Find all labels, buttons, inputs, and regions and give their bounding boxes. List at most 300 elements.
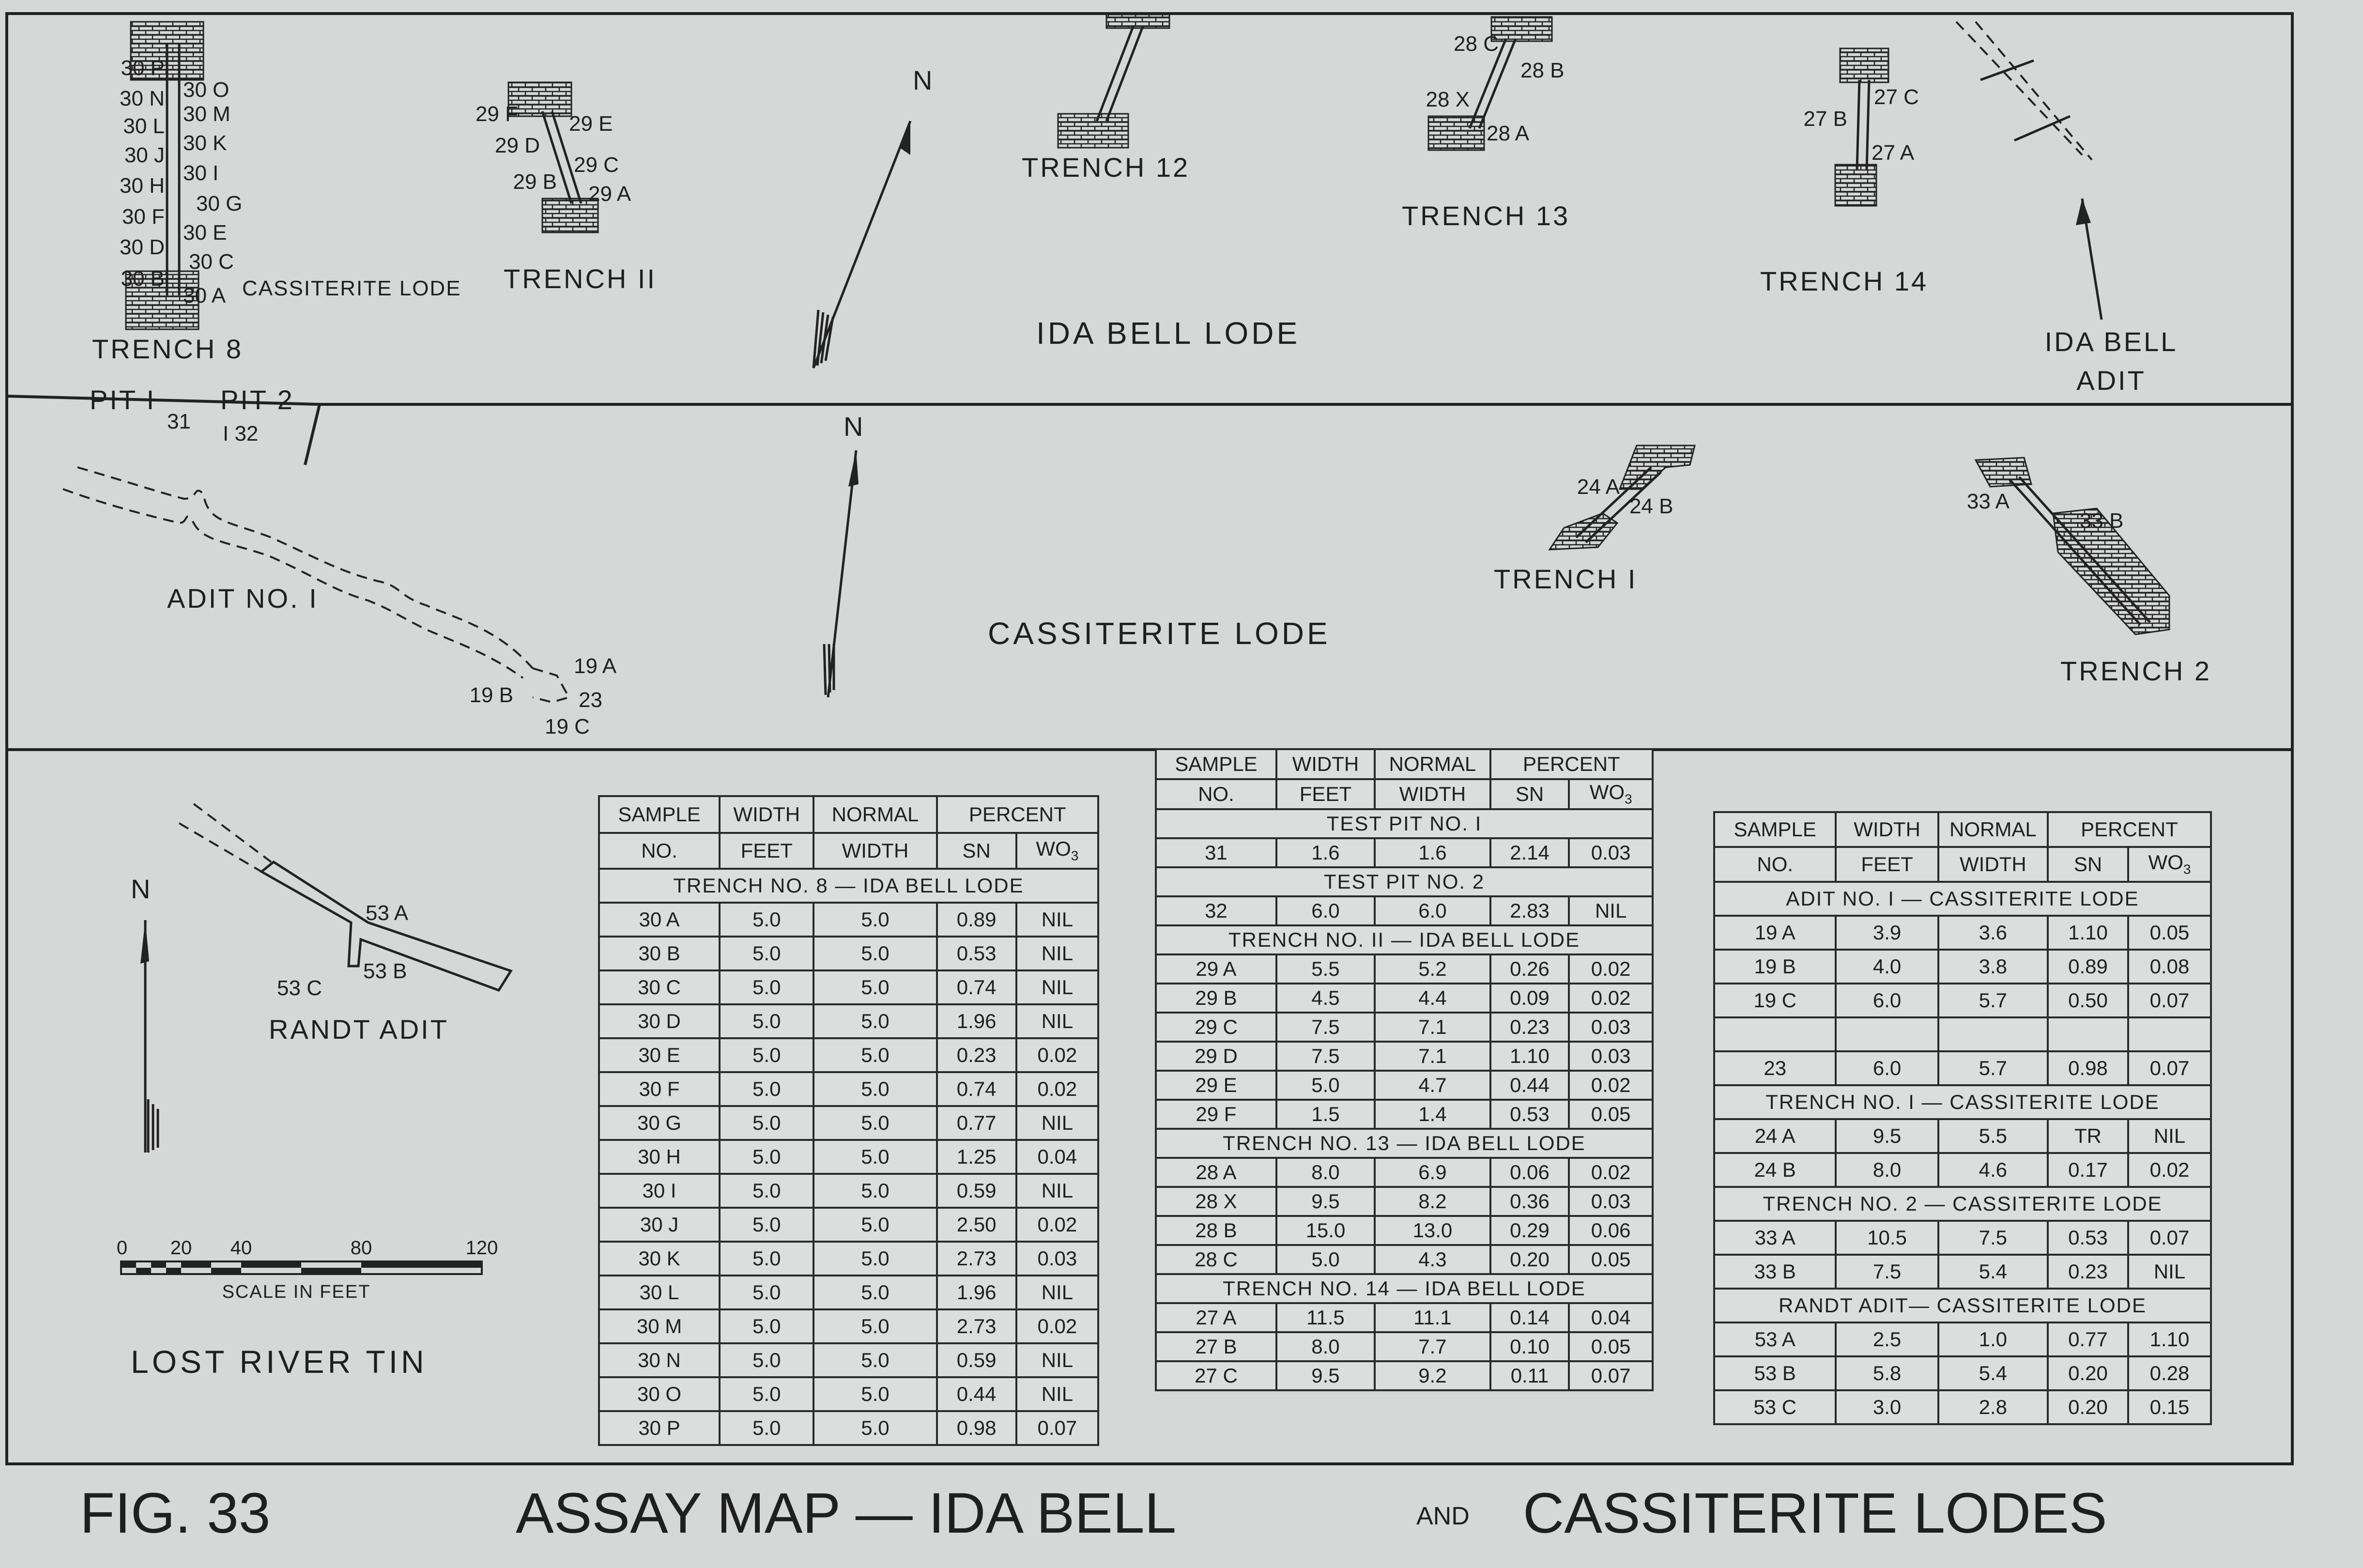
normal-width-cell: 5.0 [813,937,936,970]
sample-no-cell: 30 L [599,1276,720,1309]
header-wo3 [2128,847,2211,882]
width-feet-cell: 5.0 [720,1343,813,1377]
table-row [1156,1158,1653,1187]
sn-percent-cell [2048,1017,2128,1051]
width-feet-cell: 5.0 [1276,1071,1375,1100]
sn-percent-cell: 0.20 [2048,1390,2128,1424]
trench-14 [1760,48,1928,296]
sn-percent-cell: 0.98 [937,1411,1016,1445]
header-percent: PERCENT [1490,749,1653,779]
normal-width-cell: 5.0 [813,970,936,1004]
wo3-percent-cell: 0.02 [2128,1153,2211,1187]
randt-adit-name: RANDT ADIT [269,1014,449,1045]
normal-width-cell: 13.0 [1375,1216,1490,1245]
scale-caption: SCALE IN FEET [222,1282,371,1302]
normal-width-cell: 5.0 [813,1377,936,1411]
trench-1 [1494,446,1695,594]
width-feet-cell: 5.0 [720,1309,813,1343]
section-title: TRENCH NO. I — CASSITERITE LODE [1714,1085,2211,1119]
sample-no-cell: 29 D [1156,1042,1276,1071]
wo3-percent-cell: 0.07 [1569,1361,1653,1390]
width-feet-cell: 6.0 [1276,896,1375,925]
header-normal-width: WIDTH [1375,779,1490,809]
sample-no-cell: 27 A [1156,1303,1276,1332]
sample-no-cell: 53 C [1714,1390,1836,1424]
sample-no-cell: 23 [1714,1051,1836,1085]
scale-tick: 0 [116,1237,128,1259]
trench-11 [476,82,657,294]
normal-width-cell: 11.1 [1375,1303,1490,1332]
wo3-percent-cell: 0.04 [1569,1303,1653,1332]
sample-no-cell: 53 A [1714,1322,1836,1356]
normal-width-cell: 5.0 [813,1343,936,1377]
trench11-label: 29 A [588,182,631,206]
sample-no-cell: 24 A [1714,1119,1836,1153]
header-sn: SN [937,833,1016,869]
trench11-label: 29 B [513,170,557,194]
normal-width-cell: 8.2 [1375,1187,1490,1216]
trench8-label: 30 D [120,235,165,259]
wo3-percent-cell: 0.03 [1569,1042,1653,1071]
header-normal-width: WIDTH [813,833,936,869]
sn-percent-cell: 0.53 [2048,1221,2128,1255]
header-sample: SAMPLE [1156,749,1276,779]
table-row [1156,1187,1653,1216]
width-feet-cell: 4.5 [1276,984,1375,1013]
sample-no-cell: 19 C [1714,984,1836,1017]
trench8-label: 30 L [123,114,165,138]
normal-width-cell: 4.4 [1375,984,1490,1013]
width-feet-cell: 1.6 [1276,838,1375,867]
table-row [599,937,1098,970]
trench-8-name: TRENCH 8 [92,334,244,364]
wo3-percent-cell: NIL [1016,1276,1098,1309]
normal-width-cell: 5.0 [813,1276,936,1309]
section-title: ADIT NO. I — CASSITERITE LODE [1714,882,2211,916]
sn-percent-cell: 0.23 [1490,1013,1569,1042]
header-normal: NORMAL [1375,749,1490,779]
sn-percent-cell: 0.89 [937,903,1016,937]
sample-no-cell: 30 C [599,970,720,1004]
normal-width-cell: 5.0 [813,1038,936,1072]
assay-table-cassiterite [1713,811,2212,1425]
pits [90,384,294,446]
header-normal: NORMAL [813,796,936,833]
width-feet-cell: 7.5 [1276,1042,1375,1071]
trench8-label: 30 J [124,143,165,167]
sn-percent-cell: TR [2048,1119,2128,1153]
width-feet-cell: 5.0 [720,1004,813,1038]
trench-11-name: TRENCH II [504,263,657,294]
sn-percent-cell: 0.20 [2048,1356,2128,1390]
wo3-percent-cell: 0.03 [1016,1242,1098,1276]
wo3-percent-cell: 0.02 [1569,1071,1653,1100]
wo3-percent-cell: 0.02 [1569,984,1653,1013]
sn-percent-cell: 0.10 [1490,1332,1569,1361]
ida-bell-adit-label-1: IDA BELL [2044,326,2178,357]
section-title: TEST PIT NO. I [1156,809,1653,838]
scale-tick: 20 [170,1237,192,1259]
sn-percent-cell: 2.73 [937,1242,1016,1276]
width-feet-cell: 9.5 [1276,1187,1375,1216]
assay-table-test-pits-trenches [1155,748,1654,1391]
title-part-a: ASSAY MAP — IDA BELL [516,1481,1177,1545]
trench13-label: 28 X [1426,88,1470,111]
header-feet: FEET [1276,779,1375,809]
wo-subscript: 3 [1071,848,1079,863]
section-title: TRENCH NO. 14 — IDA BELL LODE [1156,1274,1653,1303]
scale-tick: 120 [465,1237,498,1259]
trench-2 [1967,458,2211,686]
table-row [1156,1245,1653,1274]
table-row [1714,916,2211,950]
table-row [1156,1303,1653,1332]
table-row [599,1242,1098,1276]
header-sn: SN [1490,779,1569,809]
ida-bell-lode-title: IDA BELL LODE [1036,316,1301,351]
normal-width-cell: 5.0 [813,1309,936,1343]
sample-no-cell [1714,1017,1836,1051]
trench8-label: 30 H [120,174,165,198]
wo3-percent-cell: 0.06 [1569,1216,1653,1245]
table-body [1714,882,2211,1424]
sn-percent-cell: 2.83 [1490,896,1569,925]
width-feet-cell: 5.0 [720,1411,813,1445]
north-label: N [844,411,863,442]
table-body [599,869,1098,1445]
table-row [599,1343,1098,1377]
sample-no-cell: 19 A [1714,916,1836,950]
section-title: TRENCH NO. 13 — IDA BELL LODE [1156,1129,1653,1158]
sn-percent-cell: 0.53 [1490,1100,1569,1129]
sn-percent-cell: 0.17 [2048,1153,2128,1187]
sn-percent-cell: 0.36 [1490,1187,1569,1216]
header-wo3 [1016,833,1098,869]
table-row [1156,1332,1653,1361]
wo3-percent-cell: 0.05 [2128,916,2211,950]
width-feet-cell: 5.0 [720,1174,813,1208]
sn-percent-cell: 0.23 [2048,1255,2128,1289]
width-feet-cell: 8.0 [1276,1332,1375,1361]
trench8-label: 30 E [183,221,227,245]
wo3-percent-cell: NIL [1016,937,1098,970]
normal-width-cell: 6.0 [1375,896,1490,925]
wo-label: WO [1036,837,1071,861]
table-row [599,1208,1098,1242]
width-feet-cell: 5.0 [720,1072,813,1106]
sn-percent-cell: 2.73 [937,1309,1016,1343]
trench14-label: 27 A [1872,141,1915,165]
table-row [599,1004,1098,1038]
scale-bar [117,1237,498,1302]
width-feet-cell [1836,1017,1938,1051]
width-feet-cell: 7.5 [1276,1013,1375,1042]
trench8-label: 30 B [121,267,165,291]
width-feet-cell: 5.0 [720,1140,813,1174]
trench14-label: 27 C [1874,85,1919,109]
sample-no-cell: 29 E [1156,1071,1276,1100]
trench8-label: 30 I [183,161,219,185]
wo3-percent-cell: NIL [2128,1119,2211,1153]
sample-no-cell: 30 J [599,1208,720,1242]
width-feet-cell: 3.0 [1836,1390,1938,1424]
wo3-percent-cell [2128,1017,2211,1051]
wo3-percent-cell: 0.08 [2128,950,2211,984]
width-feet-cell: 5.5 [1276,954,1375,984]
figure-caption [80,1481,2107,1545]
table-row [1156,1100,1653,1129]
trench13-label: 28 C [1454,32,1499,56]
wo3-percent-cell: 1.10 [2128,1322,2211,1356]
sn-percent-cell: 0.59 [937,1343,1016,1377]
sample-no-cell: 32 [1156,896,1276,925]
adit-sample: 23 [579,688,602,712]
table-row [1156,954,1653,984]
trench13-label: 28 B [1520,59,1565,82]
wo3-percent-cell: 0.07 [2128,1221,2211,1255]
wo-subscript: 3 [1625,791,1632,807]
sample-no-cell: 30 H [599,1140,720,1174]
trench1-label: 24 B [1629,494,1673,518]
sample-no-cell: 30 F [599,1072,720,1106]
title-part-b: CASSITERITE LODES [1523,1481,2107,1545]
adit-sample: 19 A [574,654,617,678]
table-row [1156,838,1653,867]
width-feet-cell: 1.5 [1276,1100,1375,1129]
trench8-label: 30 N [120,87,165,110]
width-feet-cell: 5.8 [1836,1356,1938,1390]
width-feet-cell: 5.0 [720,1242,813,1276]
table-row [1714,1390,2211,1424]
wo3-percent-cell: 0.02 [1016,1208,1098,1242]
normal-width-cell: 6.9 [1375,1158,1490,1187]
north-label: N [131,874,151,904]
randt-sample: 53 C [277,976,322,1000]
normal-width-cell: 7.5 [1938,1221,2048,1255]
wo3-percent-cell: 0.05 [1569,1332,1653,1361]
sn-percent-cell: 1.96 [937,1276,1016,1309]
table-row [1156,1013,1653,1042]
sn-percent-cell: 0.44 [937,1377,1016,1411]
normal-width-cell: 5.4 [1938,1255,2048,1289]
table-row [599,903,1098,937]
header-no: NO. [599,833,720,869]
sample-no-cell: 30 M [599,1309,720,1343]
scale-tick: 40 [230,1237,252,1259]
pit-1-label: PIT I [90,384,156,415]
width-feet-cell: 5.0 [720,1208,813,1242]
sample-no-cell: 27 B [1156,1332,1276,1361]
wo3-percent-cell: NIL [1016,1106,1098,1140]
width-feet-cell: 6.0 [1836,1051,1938,1085]
section-title: RANDT ADIT— CASSITERITE LODE [1714,1289,2211,1322]
width-feet-cell: 8.0 [1836,1153,1938,1187]
header-feet: FEET [1836,847,1938,882]
sample-no-cell: 30 I [599,1174,720,1208]
wo3-percent-cell: 0.07 [1016,1411,1098,1445]
sn-percent-cell: 0.89 [2048,950,2128,984]
wo3-percent-cell: 0.04 [1016,1140,1098,1174]
sn-percent-cell: 0.77 [937,1106,1016,1140]
header-width: WIDTH [1276,749,1375,779]
header-sn: SN [2048,847,2128,882]
sample-no-cell: 24 B [1714,1153,1836,1187]
table-row [599,1377,1098,1411]
width-feet-cell: 5.0 [720,937,813,970]
sample-no-cell: 28 A [1156,1158,1276,1187]
table-row [1714,950,2211,984]
header-wo3 [1569,779,1653,809]
randt-adit [179,804,511,1045]
sn-percent-cell: 0.98 [2048,1051,2128,1085]
table-row [1714,1221,2211,1255]
table-row [599,1072,1098,1106]
width-feet-cell: 7.5 [1836,1255,1938,1289]
normal-width-cell: 1.6 [1375,838,1490,867]
table-row [599,1140,1098,1174]
table-row [1156,1216,1653,1245]
table-row [599,1309,1098,1343]
normal-width-cell: 7.1 [1375,1042,1490,1071]
width-feet-cell: 8.0 [1276,1158,1375,1187]
header-percent: PERCENT [937,796,1098,833]
wo3-percent-cell: 0.03 [1569,1187,1653,1216]
title-and: AND [1416,1502,1470,1530]
sn-percent-cell: 0.44 [1490,1071,1569,1100]
width-feet-cell: 2.5 [1836,1322,1938,1356]
trench8-label: 30 G [196,192,243,215]
width-feet-cell: 9.5 [1836,1119,1938,1153]
table-row [1714,984,2211,1017]
pit-2-label: PIT 2 [220,384,294,415]
table-row [599,970,1098,1004]
sample-no-cell: 27 C [1156,1361,1276,1390]
adit-no-1-label: ADIT NO. I [167,583,319,614]
trench-1-name: TRENCH I [1494,564,1638,594]
scale-tick: 80 [350,1237,372,1259]
sample-no-cell: 29 A [1156,954,1276,984]
normal-width-cell: 7.1 [1375,1013,1490,1042]
trench8-label: 30 M [183,102,230,126]
wo3-percent-cell: NIL [1569,896,1653,925]
section-title: TEST PIT NO. 2 [1156,867,1653,896]
sn-percent-cell: 0.06 [1490,1158,1569,1187]
normal-width-cell: 5.2 [1375,954,1490,984]
sample-no-cell: 33 B [1714,1255,1836,1289]
section-title: TRENCH NO. 2 — CASSITERITE LODE [1714,1187,2211,1221]
sample-no-cell: 29 F [1156,1100,1276,1129]
sample-no-cell: 28 X [1156,1187,1276,1216]
width-feet-cell: 11.5 [1276,1303,1375,1332]
normal-width-cell: 5.0 [813,1242,936,1276]
width-feet-cell: 6.0 [1836,984,1938,1017]
trench14-label: 27 B [1803,107,1847,131]
section-title: TRENCH NO. 8 — IDA BELL LODE [599,869,1098,903]
ida-bell-adit [1956,22,2178,396]
wo3-percent-cell: NIL [2128,1255,2211,1289]
table-row [1156,984,1653,1013]
sample-no-cell: 30 D [599,1004,720,1038]
sample-no-cell: 30 P [599,1411,720,1445]
wo3-percent-cell: NIL [1016,1343,1098,1377]
sn-percent-cell: 0.53 [937,937,1016,970]
wo3-percent-cell: 0.02 [1016,1038,1098,1072]
normal-width-cell: 1.4 [1375,1100,1490,1129]
trench2-label: 33 B [2080,509,2124,533]
sample-no-cell: 30 E [599,1038,720,1072]
normal-width-cell: 7.7 [1375,1332,1490,1361]
sample-no-cell: 29 B [1156,984,1276,1013]
table-row [1714,1017,2211,1051]
wo3-percent-cell: 0.03 [1569,838,1653,867]
trench11-label: 29 C [574,153,619,177]
trench-12 [1022,15,1190,183]
wo3-percent-cell: 0.02 [1569,954,1653,984]
sn-percent-cell: 2.14 [1490,838,1569,867]
sn-percent-cell: 0.29 [1490,1216,1569,1245]
normal-width-cell: 4.3 [1375,1245,1490,1274]
wo3-percent-cell: 0.02 [1016,1072,1098,1106]
width-feet-cell: 4.0 [1836,950,1938,984]
normal-width-cell: 4.6 [1938,1153,2048,1187]
normal-width-cell: 5.0 [813,1140,936,1174]
trench-13-name: TRENCH 13 [1402,200,1570,231]
header-no: NO. [1156,779,1276,809]
normal-width-cell: 5.7 [1938,984,2048,1017]
sn-percent-cell: 0.11 [1490,1361,1569,1390]
sample-no-cell: 53 B [1714,1356,1836,1390]
sample-no-cell: 30 A [599,903,720,937]
trench8-label: 30 K [183,131,227,155]
sn-percent-cell: 0.50 [2048,984,2128,1017]
sn-percent-cell: 0.74 [937,970,1016,1004]
wo3-percent-cell: 0.03 [1569,1013,1653,1042]
trench-14-name: TRENCH 14 [1760,266,1929,296]
table-row [1156,1071,1653,1100]
header-no: NO. [1714,847,1836,882]
randt-sample: 53 A [366,901,409,925]
ida-bell-adit-label-2: ADIT [2076,365,2146,396]
header-normal: NORMAL [1938,812,2048,847]
sample-no-cell: 29 C [1156,1013,1276,1042]
width-feet-cell: 3.9 [1836,916,1938,950]
width-feet-cell: 15.0 [1276,1216,1375,1245]
sn-percent-cell: 0.77 [2048,1322,2128,1356]
north-arrow-middle [824,411,863,697]
normal-width-cell: 4.7 [1375,1071,1490,1100]
wo-label: WO [1589,781,1625,804]
width-feet-cell: 9.5 [1276,1361,1375,1390]
adit-sample: 19 C [545,715,590,738]
wo3-percent-cell: 0.05 [1569,1245,1653,1274]
trench2-label: 33 A [1966,490,2010,513]
trench13-label: 28 A [1487,122,1530,145]
normal-width-cell: 5.0 [813,1411,936,1445]
wo3-percent-cell: 0.07 [2128,984,2211,1017]
normal-width-cell [1938,1017,2048,1051]
adit-sample: 19 B [469,683,513,707]
sample-no-cell: 31 [1156,838,1276,867]
north-label: N [913,65,933,95]
trench11-label: 29 D [495,134,540,157]
trench-2-name: TRENCH 2 [2060,656,2212,686]
sample-no-cell: 30 G [599,1106,720,1140]
normal-width-cell: 5.0 [813,903,936,937]
sn-percent-cell: 0.09 [1490,984,1569,1013]
trench8-label: 30 P [121,56,165,80]
sn-percent-cell: 1.10 [1490,1042,1569,1071]
width-feet-cell: 5.0 [720,1038,813,1072]
